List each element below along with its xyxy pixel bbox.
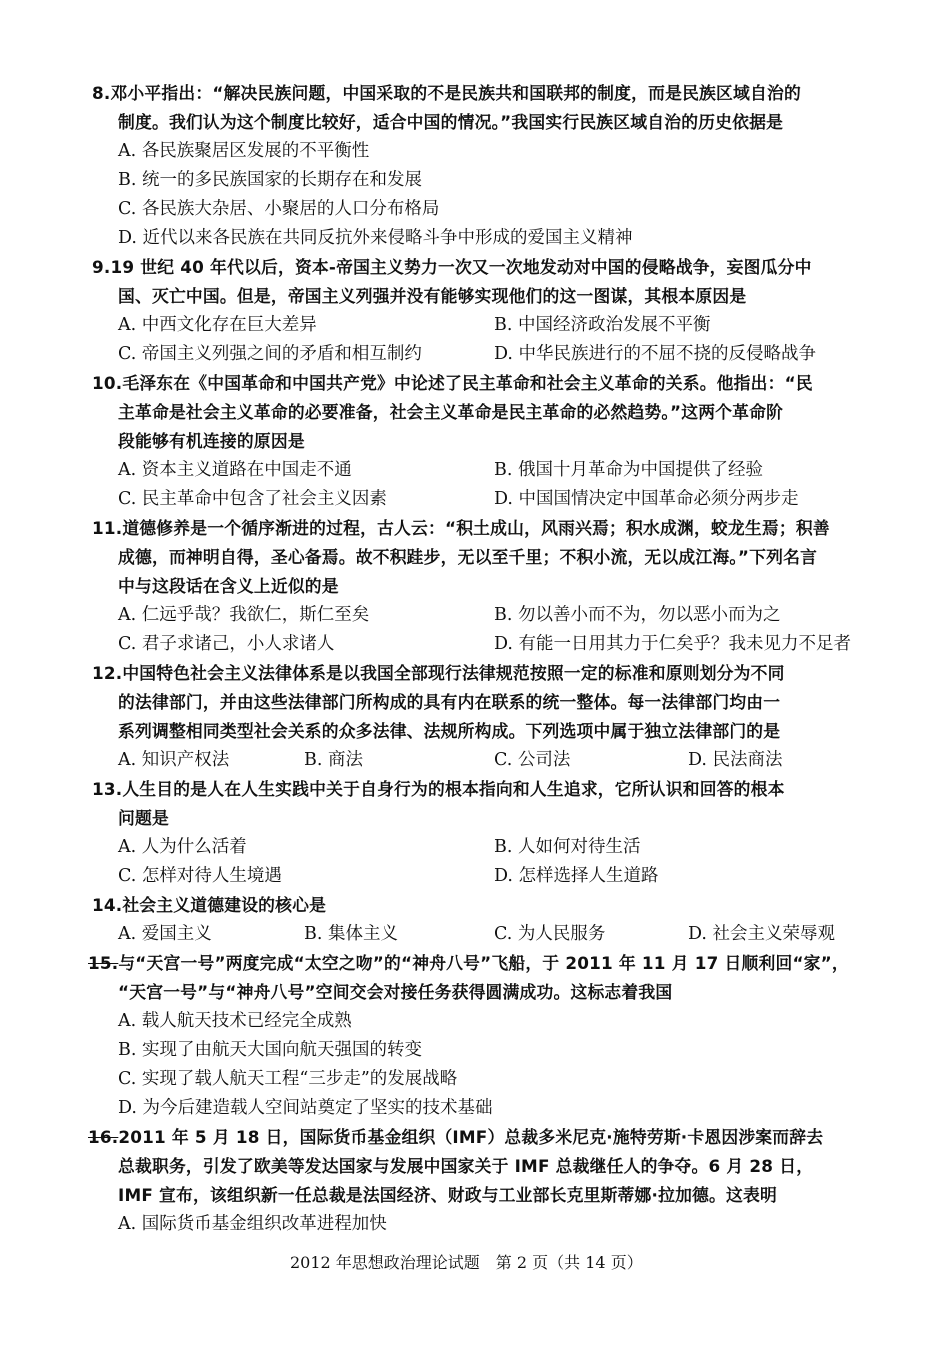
question-13-option-c: C. 怎样对待人生境遇	[118, 866, 282, 886]
question-12-stem-line-2: 的法律部门，并由这些法律部门所构成的具有内在联系的统一整体。每一法律部门均由一	[118, 692, 781, 712]
question-13-stem-line-1: 13.人生目的是人在人生实践中关于自身行为的根本指向和人生追求，它所认识和回答的根本	[92, 779, 785, 799]
question-14-option-b: B. 集体主义	[304, 924, 398, 944]
question-15-option-c: C. 实现了载人航天工程“三步走”的发展战略	[118, 1069, 458, 1089]
question-number: 13.	[92, 779, 123, 799]
question-10-option-b: B. 俄国十月革命为中国提供了经验	[494, 460, 763, 480]
question-11-option-a: A. 仁远乎哉？我欲仁，斯仁至矣	[118, 605, 370, 625]
question-14-stem-line-1: 14.社会主义道德建设的核心是	[92, 895, 327, 915]
question-11-stem-line-1: 11.道德修养是一个循序渐进的过程，古人云：“积土成山，风雨兴焉；积水成渊，蛟龙生焉；积善	[92, 518, 830, 538]
question-8-option-c: C. 各民族大杂居、小聚居的人口分布格局	[118, 199, 440, 219]
question-16-stem-line-2: 总裁职务，引发了欧美等发达国家与发展中国家关于 IMF 总裁继任人的争夺。6 月 28 日，	[118, 1156, 814, 1176]
question-8-stem-line-1: 8.邓小平指出：“解决民族问题，中国采取的不是民族共和国联邦的制度，而是民族区域自治的	[92, 83, 801, 103]
page-footer: 2012 年思想政治理论试题 第 2 页（共 14 页）	[290, 1253, 643, 1272]
question-14-option-d: D. 社会主义荣辱观	[688, 924, 836, 944]
question-10-option-a: A. 资本主义道路在中国走不通	[118, 460, 352, 480]
question-9-stem-line-2: 国、灭亡中国。但是，帝国主义列强并没有能够实现他们的这一图谋，其根本原因是	[118, 286, 747, 306]
question-15-option-a: A. 载人航天技术已经完全成熟	[118, 1011, 352, 1031]
question-13-option-d: D. 怎样选择人生道路	[494, 866, 659, 886]
question-11-option-d: D. 有能一日用其力于仁矣乎？我未见力不足者	[494, 634, 852, 654]
question-number: 8.	[92, 83, 111, 103]
question-13-stem-line-2: 问题是	[118, 808, 169, 828]
question-number: 14.	[92, 895, 123, 915]
question-12-stem-line-1: 12.中国特色社会主义法律体系是以我国全部现行法律规范按照一定的标准和原则划分为不同	[92, 663, 785, 683]
question-16-stem-line-3: IMF 宣布，该组织新一任总裁是法国经济、财政与工业部长克里斯蒂娜·拉加德。这表明	[118, 1185, 777, 1205]
question-9-option-d: D. 中华民族进行的不屈不挠的反侵略战争	[494, 344, 817, 364]
question-number: 12.	[92, 663, 123, 683]
question-8-stem-line-2: 制度。我们认为这个制度比较好，适合中国的情况。”我国实行民族区域自治的历史依据是	[118, 112, 784, 132]
question-10-stem-line-1: 10.毛泽东在《中国革命和中国共产党》中论述了民主革命和社会主义革命的关系。他指出：“民	[92, 373, 813, 393]
question-12-option-c: C. 公司法	[494, 750, 571, 770]
question-11-option-b: B. 勿以善小而不为，勿以恶小而为之	[494, 605, 781, 625]
question-14-option-c: C. 为人民服务	[494, 924, 606, 944]
question-number: 16.	[88, 1127, 119, 1147]
question-number: 11.	[92, 518, 123, 538]
question-10-option-c: C. 民主革命中包含了社会主义因素	[118, 489, 387, 509]
question-12-stem-line-3: 系列调整相同类型社会关系的众多法律、法规所构成。下列选项中属于独立法律部门的是	[118, 721, 781, 741]
question-9-stem-line-1: 9.19 世纪 40 年代以后，资本-帝国主义势力一次又一次地发动对中国的侵略战争，妄图瓜分中	[92, 257, 812, 277]
question-13-option-b: B. 人如何对待生活	[494, 837, 641, 857]
question-11-stem-line-2: 成德，而神明自得，圣心备焉。故不积跬步，无以至千里；不积小流，无以成江海。”下列名言	[118, 547, 818, 567]
question-15-stem-line-1: 15.与“天宫一号”两度完成“太空之吻”的“神舟八号”飞船，于 2011 年 11 月 17 日顺利回“家”，	[88, 953, 849, 973]
question-15-stem-line-2: “天宫一号”与“神舟八号”空间交会对接任务获得圆满成功。这标志着我国	[118, 982, 673, 1002]
question-10-option-d: D. 中国国情决定中国革命必须分两步走	[494, 489, 799, 509]
question-12-option-b: B. 商法	[304, 750, 363, 770]
question-13-option-a: A. 人为什么活着	[118, 837, 247, 857]
question-8-option-a: A. 各民族聚居区发展的不平衡性	[118, 141, 370, 161]
question-8-option-b: B. 统一的多民族国家的长期存在和发展	[118, 170, 422, 190]
question-16-stem-line-1: 16.2011 年 5 月 18 日，国际货币基金组织（IMF）总裁多米尼克·施特劳斯·卡恩因涉案而辞去	[88, 1127, 824, 1147]
question-8-option-d: D. 近代以来各民族在共同反抗外来侵略斗争中形成的爱国主义精神	[118, 228, 633, 248]
question-number: 15.	[88, 953, 119, 973]
question-11-stem-line-3: 中与这段话在含义上近似的是	[118, 576, 339, 596]
question-9-option-a: A. 中西文化存在巨大差异	[118, 315, 317, 335]
question-9-option-c: C. 帝国主义列强之间的矛盾和相互制约	[118, 344, 422, 364]
question-15-option-d: D. 为今后建造载人空间站奠定了坚实的技术基础	[118, 1098, 493, 1118]
question-16-option-a: A. 国际货币基金组织改革进程加快	[118, 1214, 387, 1234]
question-10-stem-line-3: 段能够有机连接的原因是	[118, 431, 305, 451]
question-12-option-d: D. 民法商法	[688, 750, 783, 770]
question-9-option-b: B. 中国经济政治发展不平衡	[494, 315, 711, 335]
question-number: 10.	[92, 373, 123, 393]
question-12-option-a: A. 知识产权法	[118, 750, 230, 770]
question-15-option-b: B. 实现了由航天大国向航天强国的转变	[118, 1040, 422, 1060]
question-number: 9.	[92, 257, 111, 277]
question-10-stem-line-2: 主革命是社会主义革命的必要准备，社会主义革命是民主革命的必然趋势。”这两个革命阶	[118, 402, 784, 422]
question-11-option-c: C. 君子求诸己，小人求诸人	[118, 634, 335, 654]
question-14-option-a: A. 爱国主义	[118, 924, 212, 944]
